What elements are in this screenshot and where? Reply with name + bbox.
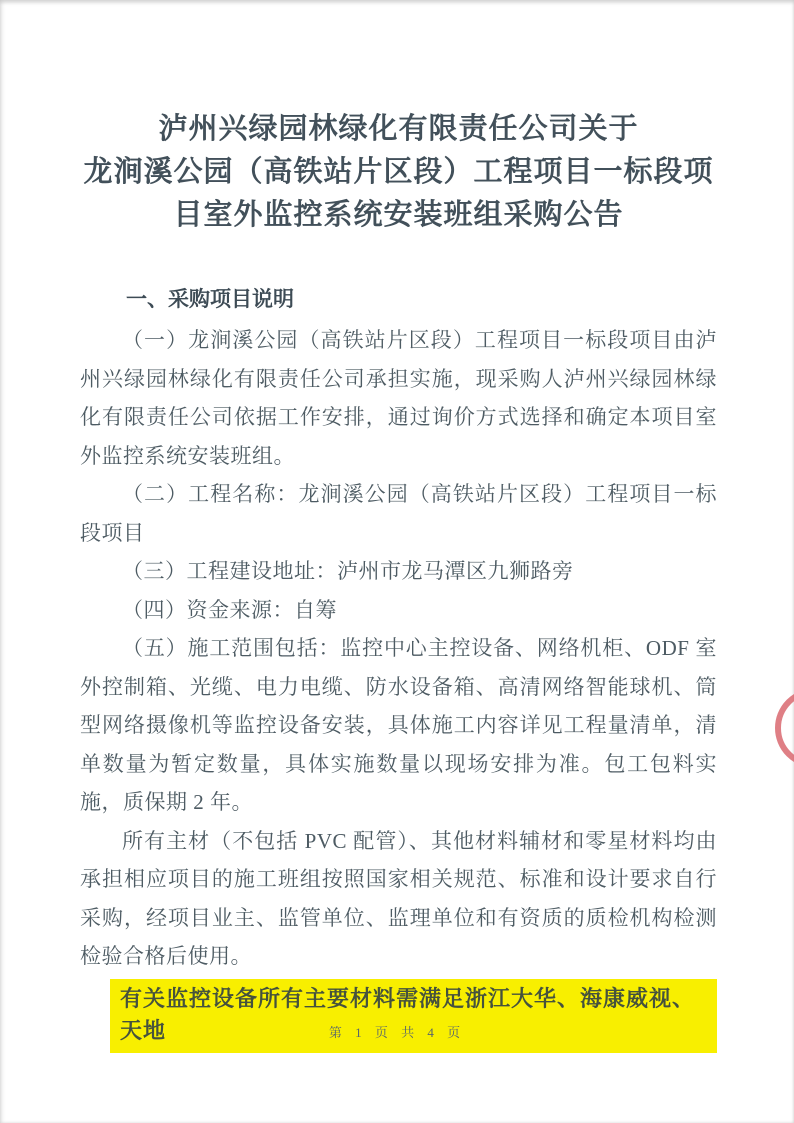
paragraph-item-4: （四）资金来源：自筹 <box>122 597 337 622</box>
red-seal-edge-mark <box>775 688 794 768</box>
document-title-line-2: 龙涧溪公园（高铁站片区段）工程项目一标段项 <box>83 156 714 188</box>
document-title-line-1: 泸州兴绿园林绿化有限责任公司关于 <box>158 113 639 145</box>
paragraph-item-1: （一）龙涧溪公园（高铁站片区段）工程项目一标段项目由泸州兴绿园林绿化有限责任公司承担实施，现采购人泸州兴绿园林绿化有限责任公司依据工作安排，通过询价方式选择和确定本项目室外监控系统安装班组。 <box>80 328 717 468</box>
paragraph-item-5: （五）施工范围包括：监控中心主控设备、网络机柜、ODF 室外控制箱、光缆、电力电缆、防水设备箱、高清网络智能球机、筒型网络摄像机等监控设备安装，具体施工内容详见工程量清单，清单数量为暂定数量，具体实施数量以现场安排为准。包工包料实施，质保期 2 年。 <box>80 636 717 814</box>
paragraph-materials: 所有主材（不包括 PVC 配管）、其他材料辅材和零星材料均由承担相应项目的施工班组按照国家相关规范、标准和设计要求自行采购，经项目业主、监管单位、监理单位和有资质的质检机构检测检验合格后使用。 <box>80 828 717 968</box>
highlighted-requirement-line: 有关监控设备所有主要材料需满足浙江大华、海康威视、天地 <box>110 979 717 1053</box>
document-title-line-3: 目室外监控系统安装班组采购公告 <box>173 199 624 231</box>
document-content <box>80 0 717 1053</box>
page-number-footer: 第 1 页 共 4 页 <box>328 1025 466 1040</box>
document-body <box>80 321 717 1053</box>
paragraph-item-3: （三）工程建设地址：泸州市龙马潭区九狮路旁 <box>122 559 574 583</box>
document-title <box>80 108 717 237</box>
paragraph-item-2: （二）工程名称：龙涧溪公园（高铁站片区段）工程项目一标段项目 <box>80 482 717 545</box>
section-heading-procurement-description: 一、采购项目说明 <box>126 288 294 311</box>
